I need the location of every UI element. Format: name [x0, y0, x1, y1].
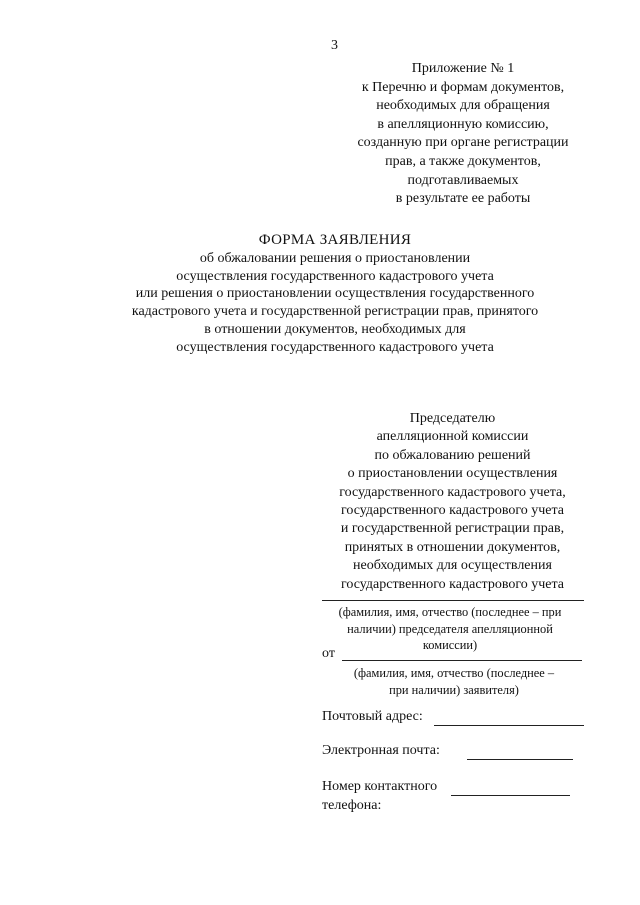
caption-line: комиссии)	[422, 638, 478, 652]
email-label: Электронная почта:	[322, 743, 440, 758]
form-subtitle-line: кадастрового учета и государственной регистрации прав, принятого	[131, 304, 539, 320]
form-subtitle-line: осуществления государственного кадастрового учета	[176, 268, 494, 284]
form-subtitle-line: или решения о приостановлении осуществления государственного	[135, 286, 535, 302]
applicant-name-field[interactable]	[342, 660, 582, 661]
caption-line: при наличии) заявителя)	[389, 682, 519, 697]
addressee-line: государственного кадастрового учета	[341, 503, 564, 519]
addressee-line: государственного кадастрового учета	[341, 576, 564, 592]
form-title-block	[60, 232, 610, 357]
addressee-block	[320, 410, 585, 594]
addressee-line: по обжалованию решений	[374, 447, 531, 463]
phone-label: Номер контактного	[322, 779, 438, 794]
addressee-line: принятых в отношении документов,	[344, 539, 561, 555]
caption-line: наличии) председателя апелляционной	[347, 621, 553, 636]
appendix-line: необходимых для обращения	[376, 98, 550, 114]
caption-line: (фамилия, имя, отчество (последнее – при	[338, 605, 562, 619]
phone-field[interactable]	[451, 795, 570, 796]
appendix-line: Приложение № 1	[411, 61, 515, 76]
form-subtitle-line: об обжаловании решения о приостановлении	[199, 250, 471, 266]
addressee-line: государственного кадастрового учета,	[339, 484, 566, 500]
caption-line: (фамилия, имя, отчество (последнее –	[353, 666, 555, 680]
appendix-line: созданную при органе регистрации	[357, 135, 569, 151]
chair-name-field[interactable]	[322, 600, 584, 601]
postal-address-label: Почтовый адрес:	[322, 709, 423, 724]
form-title: ФОРМА ЗАЯВЛЕНИЯ	[258, 232, 412, 248]
from-label: от	[322, 646, 335, 661]
phone-label-cont: телефона:	[322, 798, 382, 813]
form-subtitle-line: в отношении документов, необходимых для	[204, 321, 466, 337]
chair-caption	[330, 604, 570, 654]
appendix-header	[338, 60, 588, 209]
email-field[interactable]	[467, 759, 573, 760]
addressee-line: о приостановлении осуществления	[347, 466, 558, 482]
appendix-line: прав, а также документов,	[385, 153, 541, 169]
addressee-line: необходимых для осуществления	[353, 558, 552, 574]
appendix-line: к Перечню и формам документов,	[361, 79, 565, 95]
appendix-line: в результате ее работы	[395, 191, 531, 207]
addressee-line: апелляционной комиссии	[376, 429, 529, 445]
postal-address-field[interactable]	[434, 725, 584, 726]
form-subtitle-line: осуществления государственного кадастрового учета	[176, 339, 494, 355]
appendix-line: в апелляционную комиссию,	[377, 116, 549, 132]
addressee-line: Председателю	[409, 411, 496, 426]
applicant-caption	[338, 665, 570, 698]
page-number: 3	[331, 38, 338, 53]
appendix-line: подготавливаемых	[407, 172, 519, 188]
addressee-line: и государственной регистрации прав,	[340, 521, 565, 537]
